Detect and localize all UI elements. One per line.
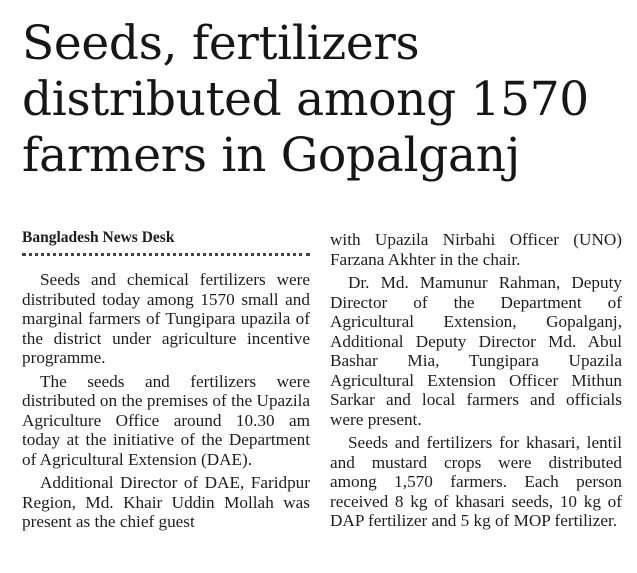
article-headline: Seeds, fertilizers distributed among 1570 farmers in Gopalganj — [22, 16, 589, 183]
article-column-left — [22, 229, 310, 532]
article-column-right — [330, 230, 622, 531]
paragraph-continued: with Upazila Nirbahi Officer (UNO) Farzana Akhter in the chair. — [330, 230, 622, 269]
paragraph: Seeds and chemical fertilizers were distributed today among 1570 small and marginal farmers of Tungipara upazila of the district under agriculture incentive programme. — [22, 270, 310, 367]
paragraph: Seeds and fertilizers for khasari, lentil and mustard crops were distributed among 1,570 farmers. Each person received 8 kg of khasari seeds, 10 kg of DAP fertilizer and 5 kg of MOP fertilizer. — [330, 433, 622, 530]
byline: Bangladesh News Desk — [22, 229, 310, 256]
paragraph: The seeds and fertilizers were distributed on the premises of the Upazila Agriculture Office around 10.30 am today at the initiative of the Department of Agricultural Extension (DAE). — [22, 371, 310, 469]
paragraph: Additional Director of DAE, Faridpur Region, Md. Khair Uddin Mollah was present as the chief guest — [22, 473, 310, 531]
paragraph: Dr. Md. Mamunur Rahman, Deputy Director of the Department of Agricultural Extension, Gopalganj, Additional Deputy Director Md. Abul Bashar Mia, Tungipara Upazila Agricultural Extension Officer Mithun Sarkar and local farmers and officials were present. — [330, 273, 622, 429]
